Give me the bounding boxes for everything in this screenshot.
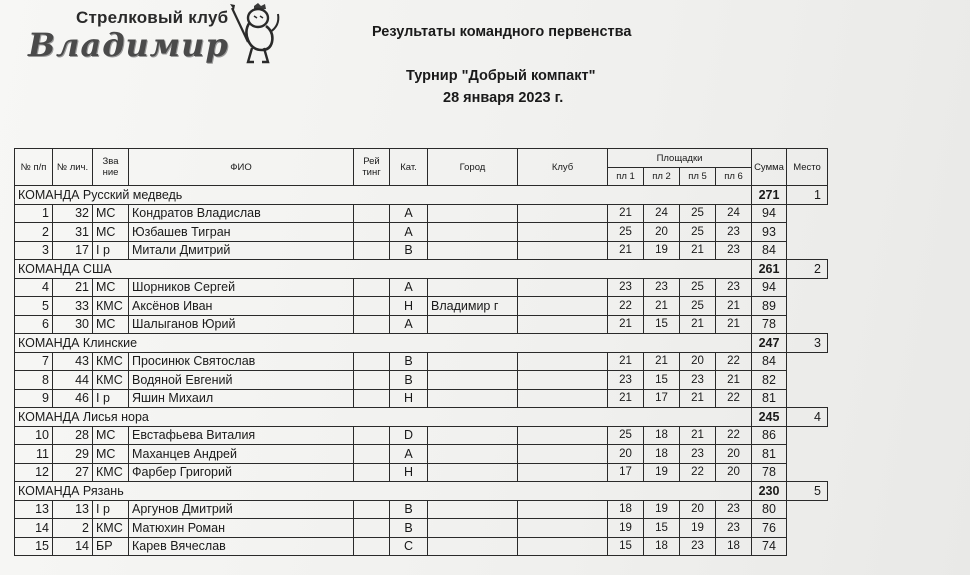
- team-spacer: [608, 334, 752, 353]
- cell-score: 21: [680, 315, 716, 334]
- col-klub: Клуб: [518, 149, 608, 186]
- cell-club: [518, 223, 608, 242]
- cell-score: 25: [680, 297, 716, 316]
- cell-rank: КМС: [93, 519, 129, 538]
- cell-fio: Матюхин Роман: [129, 519, 354, 538]
- cell-sum: 94: [752, 278, 787, 297]
- cell-rating: [354, 500, 390, 519]
- cell-fio: Евстафьева Виталия: [129, 426, 354, 445]
- cell-score: 23: [608, 371, 644, 390]
- cell-sum: 86: [752, 426, 787, 445]
- cell-place-empty: [787, 463, 828, 482]
- cell-rating: [354, 315, 390, 334]
- cell-nlich: 46: [53, 389, 93, 408]
- cell-sum: 76: [752, 519, 787, 538]
- cell-rank: МС: [93, 223, 129, 242]
- cell-npp: 4: [15, 278, 53, 297]
- cell-score: 15: [644, 519, 680, 538]
- team-place: 5: [787, 482, 828, 501]
- team-spacer: [608, 408, 752, 427]
- cell-nlich: 27: [53, 463, 93, 482]
- cell-npp: 5: [15, 297, 53, 316]
- cell-score: 23: [644, 278, 680, 297]
- team-sum: 247: [752, 334, 787, 353]
- col-npp: № п/п: [15, 149, 53, 186]
- cell-npp: 12: [15, 463, 53, 482]
- col-pl2: пл 2: [644, 168, 680, 186]
- table-row: [15, 241, 828, 260]
- cell-rank: КМС: [93, 463, 129, 482]
- page-title: Результаты командного первенства: [372, 24, 632, 40]
- team-name: КОМАНДА США: [15, 260, 608, 279]
- team-header-row: [15, 186, 828, 205]
- cell-nlich: 13: [53, 500, 93, 519]
- cell-rank: БР: [93, 537, 129, 556]
- cell-fio: Кондратов Владислав: [129, 204, 354, 223]
- col-pl5: пл 5: [680, 168, 716, 186]
- cell-sum: 84: [752, 241, 787, 260]
- cell-rating: [354, 204, 390, 223]
- cell-place-empty: [787, 537, 828, 556]
- cell-fio: Маханцев Андрей: [129, 445, 354, 464]
- cell-score: 19: [608, 519, 644, 538]
- cell-score: 18: [644, 426, 680, 445]
- cell-kat: С: [390, 537, 428, 556]
- cell-place-empty: [787, 352, 828, 371]
- table-row: [15, 352, 828, 371]
- cell-nlich: 14: [53, 537, 93, 556]
- team-sum: 271: [752, 186, 787, 205]
- cell-club: [518, 426, 608, 445]
- cell-score: 18: [644, 445, 680, 464]
- cell-rating: [354, 519, 390, 538]
- cell-club: [518, 463, 608, 482]
- cell-score: 23: [608, 278, 644, 297]
- cell-score: 20: [680, 500, 716, 519]
- cell-nlich: 31: [53, 223, 93, 242]
- cell-score: 22: [716, 389, 752, 408]
- cell-rating: [354, 371, 390, 390]
- table-row: [15, 371, 828, 390]
- cell-city: [428, 315, 518, 334]
- cell-fio: Просинюк Святослав: [129, 352, 354, 371]
- cell-rank: МС: [93, 204, 129, 223]
- cell-club: [518, 445, 608, 464]
- cell-club: [518, 352, 608, 371]
- cell-club: [518, 204, 608, 223]
- cell-score: 21: [644, 352, 680, 371]
- cell-score: 21: [680, 426, 716, 445]
- cell-kat: В: [390, 371, 428, 390]
- cell-score: 24: [644, 204, 680, 223]
- cell-rating: [354, 537, 390, 556]
- cell-nlich: 17: [53, 241, 93, 260]
- cell-rating: [354, 352, 390, 371]
- table-row: [15, 463, 828, 482]
- team-spacer: [608, 260, 752, 279]
- cell-city: [428, 389, 518, 408]
- cell-rating: [354, 426, 390, 445]
- team-header-row: [15, 482, 828, 501]
- cell-city: [428, 519, 518, 538]
- cell-kat: А: [390, 278, 428, 297]
- col-mesto: Место: [787, 149, 828, 186]
- cell-rating: [354, 297, 390, 316]
- cell-rank: КМС: [93, 352, 129, 371]
- cell-club: [518, 537, 608, 556]
- cell-rank: I р: [93, 241, 129, 260]
- cell-score: 22: [608, 297, 644, 316]
- cell-fio: Шорников Сергей: [129, 278, 354, 297]
- team-place: 3: [787, 334, 828, 353]
- cell-rank: I р: [93, 500, 129, 519]
- cell-npp: 1: [15, 204, 53, 223]
- cell-kat: D: [390, 426, 428, 445]
- cell-nlich: 29: [53, 445, 93, 464]
- cell-score: 21: [608, 241, 644, 260]
- cell-city: [428, 204, 518, 223]
- cell-kat: А: [390, 315, 428, 334]
- cell-rating: [354, 223, 390, 242]
- cell-kat: А: [390, 223, 428, 242]
- cell-score: 25: [608, 223, 644, 242]
- cell-rank: МС: [93, 445, 129, 464]
- cell-sum: 74: [752, 537, 787, 556]
- team-name: КОМАНДА Русский медведь: [15, 186, 608, 205]
- cell-place-empty: [787, 297, 828, 316]
- cell-score: 21: [680, 389, 716, 408]
- team-name: КОМАНДА Клинские: [15, 334, 608, 353]
- cell-place-empty: [787, 278, 828, 297]
- cell-score: 23: [716, 500, 752, 519]
- cell-sum: 89: [752, 297, 787, 316]
- cell-nlich: 32: [53, 204, 93, 223]
- team-place: 2: [787, 260, 828, 279]
- lion-emblem-icon: [224, 2, 282, 68]
- table-row: [15, 500, 828, 519]
- cell-city: [428, 445, 518, 464]
- cell-kat: В: [390, 241, 428, 260]
- cell-sum: 81: [752, 389, 787, 408]
- cell-npp: 8: [15, 371, 53, 390]
- cell-score: 23: [680, 371, 716, 390]
- table-row: [15, 389, 828, 408]
- cell-nlich: 21: [53, 278, 93, 297]
- logo-club-line: Стрелковый клуб: [76, 8, 229, 27]
- team-sum: 261: [752, 260, 787, 279]
- cell-rating: [354, 389, 390, 408]
- cell-city: Владимир г: [428, 297, 518, 316]
- cell-score: 21: [716, 315, 752, 334]
- team-spacer: [608, 482, 752, 501]
- cell-nlich: 43: [53, 352, 93, 371]
- table-header-row: [15, 149, 828, 168]
- cell-score: 22: [680, 463, 716, 482]
- cell-club: [518, 241, 608, 260]
- table-row: [15, 223, 828, 242]
- cell-score: 24: [716, 204, 752, 223]
- cell-fio: Фарбер Григорий: [129, 463, 354, 482]
- table-row: [15, 297, 828, 316]
- cell-score: 23: [716, 278, 752, 297]
- cell-rank: КМС: [93, 371, 129, 390]
- cell-rank: МС: [93, 315, 129, 334]
- team-spacer: [608, 186, 752, 205]
- cell-score: 15: [644, 315, 680, 334]
- cell-score: 20: [608, 445, 644, 464]
- cell-score: 22: [716, 426, 752, 445]
- cell-npp: 9: [15, 389, 53, 408]
- col-ploshchadki: Площадки: [608, 149, 752, 168]
- cell-score: 25: [608, 426, 644, 445]
- tournament-date: 28 января 2023 г.: [443, 90, 564, 106]
- cell-city: [428, 537, 518, 556]
- cell-rank: МС: [93, 278, 129, 297]
- cell-club: [518, 371, 608, 390]
- cell-place-empty: [787, 389, 828, 408]
- cell-score: 25: [680, 278, 716, 297]
- cell-score: 19: [644, 241, 680, 260]
- team-name: КОМАНДА Рязань: [15, 482, 608, 501]
- cell-club: [518, 519, 608, 538]
- cell-club: [518, 500, 608, 519]
- cell-score: 19: [644, 500, 680, 519]
- cell-score: 18: [716, 537, 752, 556]
- table-row: [15, 278, 828, 297]
- cell-npp: 13: [15, 500, 53, 519]
- cell-sum: 84: [752, 352, 787, 371]
- cell-fio: Карев Вячеслав: [129, 537, 354, 556]
- cell-kat: В: [390, 352, 428, 371]
- results-body: [15, 186, 828, 556]
- cell-nlich: 30: [53, 315, 93, 334]
- cell-score: 21: [680, 241, 716, 260]
- cell-city: [428, 278, 518, 297]
- team-header-row: [15, 334, 828, 353]
- cell-score: 25: [680, 223, 716, 242]
- cell-score: 17: [608, 463, 644, 482]
- cell-score: 25: [680, 204, 716, 223]
- cell-npp: 7: [15, 352, 53, 371]
- cell-rank: МС: [93, 426, 129, 445]
- cell-club: [518, 297, 608, 316]
- table-row: [15, 426, 828, 445]
- cell-npp: 6: [15, 315, 53, 334]
- cell-score: 21: [608, 315, 644, 334]
- cell-fio: Юзбашев Тигран: [129, 223, 354, 242]
- col-pl6: пл 6: [716, 168, 752, 186]
- cell-nlich: 33: [53, 297, 93, 316]
- cell-club: [518, 315, 608, 334]
- cell-kat: Н: [390, 463, 428, 482]
- cell-city: [428, 426, 518, 445]
- table-row: [15, 445, 828, 464]
- cell-score: 15: [644, 371, 680, 390]
- cell-rank: КМС: [93, 297, 129, 316]
- cell-npp: 10: [15, 426, 53, 445]
- cell-score: 19: [680, 519, 716, 538]
- cell-npp: 3: [15, 241, 53, 260]
- cell-place-empty: [787, 500, 828, 519]
- cell-city: [428, 463, 518, 482]
- cell-place-empty: [787, 519, 828, 538]
- tournament-title: Турнир "Добрый компакт": [406, 68, 596, 84]
- cell-score: 19: [644, 463, 680, 482]
- cell-sum: 94: [752, 204, 787, 223]
- col-nlich: № лич.: [53, 149, 93, 186]
- cell-city: [428, 371, 518, 390]
- team-name: КОМАНДА Лисья нора: [15, 408, 608, 427]
- cell-city: [428, 352, 518, 371]
- cell-rating: [354, 278, 390, 297]
- team-sum: 230: [752, 482, 787, 501]
- cell-place-empty: [787, 426, 828, 445]
- table-row: [15, 204, 828, 223]
- cell-score: 18: [644, 537, 680, 556]
- cell-score: 18: [608, 500, 644, 519]
- cell-score: 20: [680, 352, 716, 371]
- cell-score: 23: [716, 519, 752, 538]
- cell-rank: I р: [93, 389, 129, 408]
- cell-place-empty: [787, 241, 828, 260]
- team-sum: 245: [752, 408, 787, 427]
- cell-place-empty: [787, 445, 828, 464]
- cell-score: 20: [716, 463, 752, 482]
- cell-score: 15: [608, 537, 644, 556]
- cell-kat: А: [390, 204, 428, 223]
- table-row: [15, 537, 828, 556]
- cell-score: 20: [644, 223, 680, 242]
- cell-score: 20: [716, 445, 752, 464]
- cell-kat: А: [390, 445, 428, 464]
- cell-fio: Аргунов Дмитрий: [129, 500, 354, 519]
- table-row: [15, 519, 828, 538]
- club-logo: [28, 8, 278, 72]
- cell-sum: 78: [752, 315, 787, 334]
- cell-rating: [354, 463, 390, 482]
- cell-score: 21: [716, 297, 752, 316]
- cell-score: 23: [680, 445, 716, 464]
- cell-score: 23: [680, 537, 716, 556]
- team-place: 4: [787, 408, 828, 427]
- cell-nlich: 28: [53, 426, 93, 445]
- cell-city: [428, 241, 518, 260]
- cell-fio: Яшин Михаил: [129, 389, 354, 408]
- cell-npp: 2: [15, 223, 53, 242]
- cell-place-empty: [787, 315, 828, 334]
- cell-city: [428, 500, 518, 519]
- cell-score: 17: [644, 389, 680, 408]
- cell-kat: Н: [390, 389, 428, 408]
- team-header-row: [15, 408, 828, 427]
- logo-club-name: Владимир: [28, 26, 229, 64]
- team-place: 1: [787, 186, 828, 205]
- cell-score: 21: [608, 204, 644, 223]
- cell-sum: 82: [752, 371, 787, 390]
- cell-place-empty: [787, 204, 828, 223]
- cell-city: [428, 223, 518, 242]
- results-table: [14, 148, 828, 556]
- cell-fio: Аксёнов Иван: [129, 297, 354, 316]
- cell-sum: 93: [752, 223, 787, 242]
- cell-sum: 78: [752, 463, 787, 482]
- col-fio: ФИО: [129, 149, 354, 186]
- table-row: [15, 315, 828, 334]
- cell-nlich: 2: [53, 519, 93, 538]
- team-header-row: [15, 260, 828, 279]
- cell-npp: 11: [15, 445, 53, 464]
- cell-fio: Митали Дмитрий: [129, 241, 354, 260]
- cell-sum: 81: [752, 445, 787, 464]
- cell-score: 21: [608, 389, 644, 408]
- cell-score: 23: [716, 223, 752, 242]
- cell-fio: Шалыганов Юрий: [129, 315, 354, 334]
- cell-rating: [354, 241, 390, 260]
- cell-score: 23: [716, 241, 752, 260]
- cell-score: 21: [644, 297, 680, 316]
- cell-club: [518, 278, 608, 297]
- col-zvanie: Зва ние: [93, 149, 129, 186]
- cell-npp: 15: [15, 537, 53, 556]
- col-summa: Сумма: [752, 149, 787, 186]
- cell-fio: Водяной Евгений: [129, 371, 354, 390]
- col-pl1: пл 1: [608, 168, 644, 186]
- cell-score: 21: [608, 352, 644, 371]
- cell-npp: 14: [15, 519, 53, 538]
- cell-nlich: 44: [53, 371, 93, 390]
- cell-rating: [354, 445, 390, 464]
- cell-place-empty: [787, 371, 828, 390]
- cell-kat: В: [390, 500, 428, 519]
- col-reyting: Рей тинг: [354, 149, 390, 186]
- cell-score: 22: [716, 352, 752, 371]
- cell-club: [518, 389, 608, 408]
- col-gorod: Город: [428, 149, 518, 186]
- cell-sum: 80: [752, 500, 787, 519]
- col-kat: Кат.: [390, 149, 428, 186]
- cell-place-empty: [787, 223, 828, 242]
- cell-kat: В: [390, 519, 428, 538]
- cell-score: 21: [716, 371, 752, 390]
- cell-kat: Н: [390, 297, 428, 316]
